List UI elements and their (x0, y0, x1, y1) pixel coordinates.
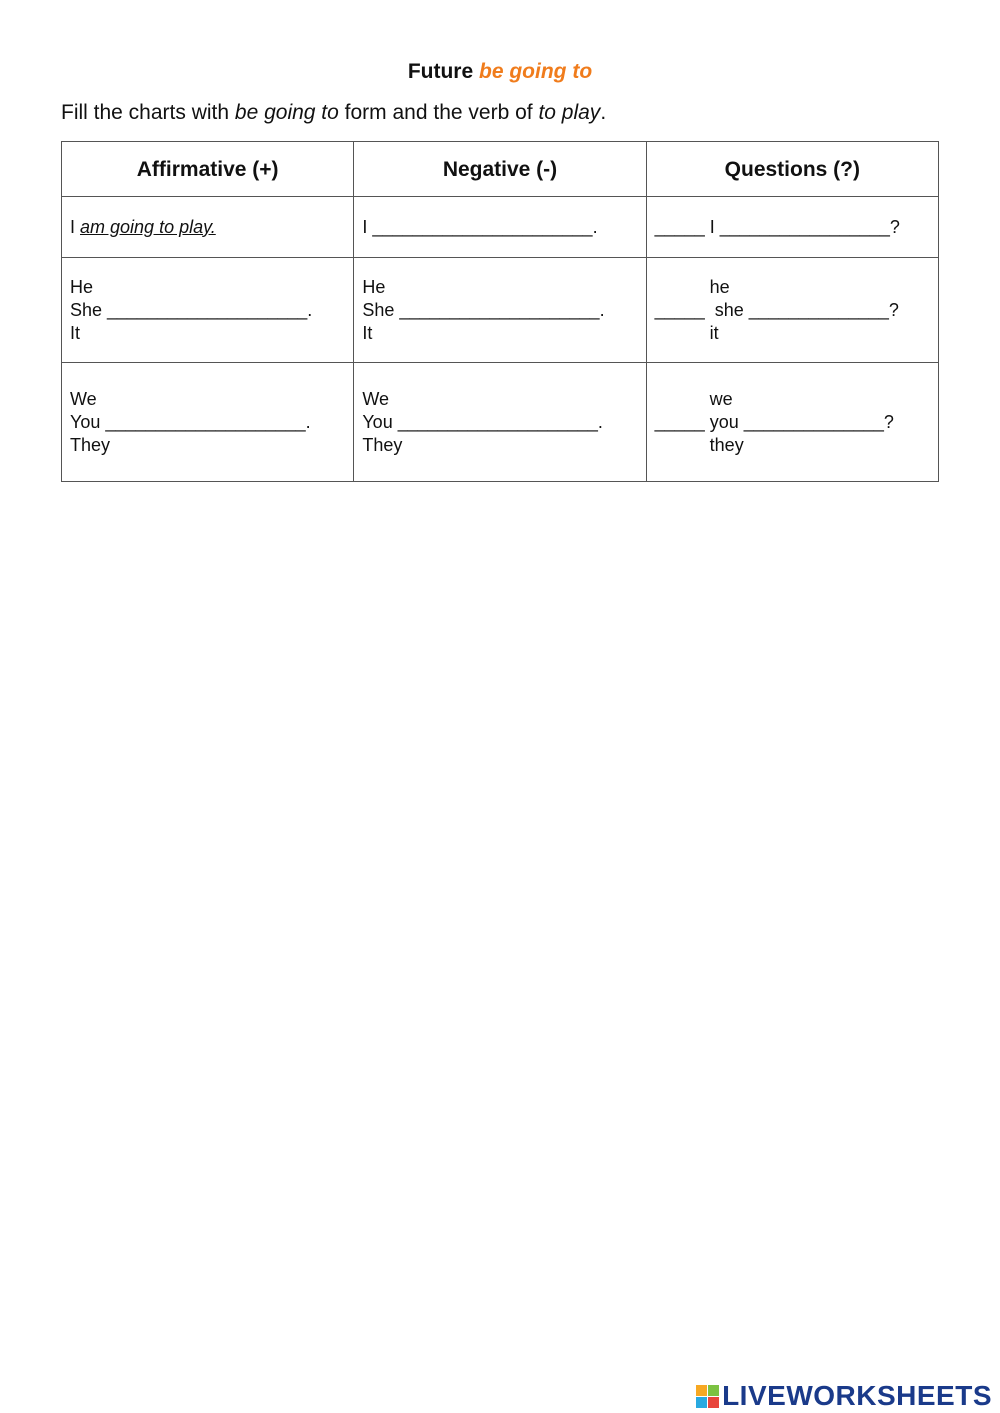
instruction-part: form and the verb of (338, 101, 539, 124)
pronoun: It (70, 322, 81, 343)
cell-affirmative-i (62, 197, 354, 258)
liveworksheets-logo (696, 1381, 992, 1411)
pronoun: it (654, 322, 719, 343)
pronoun: We (70, 388, 97, 409)
instruction-part: . (600, 101, 607, 124)
table-row (62, 258, 939, 363)
blank-line[interactable]: I ______________________. (362, 216, 598, 237)
blank-line[interactable]: You ____________________. (362, 411, 603, 432)
conjugation-table (61, 141, 939, 482)
title-prefix: Future (407, 60, 474, 83)
cell-question-we[interactable] (646, 363, 938, 482)
blank-line[interactable]: _____ she ______________? (654, 299, 899, 320)
pronoun: he (654, 276, 730, 297)
instruction-part: Fill the charts with (61, 101, 235, 124)
blank-line[interactable]: _____ I _________________? (654, 216, 900, 237)
title-accent: be going to (479, 60, 593, 83)
page-title (0, 60, 1000, 84)
pronoun: I (70, 216, 81, 237)
cell-negative-i[interactable] (354, 197, 646, 258)
blank-line[interactable]: You ____________________. (70, 411, 311, 432)
cell-negative-he[interactable] (354, 258, 646, 363)
example-answer: am going to play. (80, 216, 216, 237)
cell-question-i[interactable] (646, 197, 938, 258)
blank-line[interactable]: She ____________________. (362, 299, 605, 320)
cell-affirmative-we[interactable] (62, 363, 354, 482)
table-row (62, 197, 939, 258)
pronoun: He (362, 276, 386, 297)
instruction-text (61, 101, 606, 125)
logo-text: LIVEWORKSHEETS (722, 1380, 992, 1411)
header-affirmative: Affirmative (+) (62, 142, 354, 197)
instruction-italic: be going to (234, 101, 339, 124)
cell-question-he[interactable] (646, 258, 938, 363)
table-row (62, 363, 939, 482)
pronoun: They (362, 434, 403, 455)
pronoun: They (70, 434, 111, 455)
header-negative: Negative (-) (354, 142, 646, 197)
cell-negative-we[interactable] (354, 363, 646, 482)
logo-mark-icon (696, 1385, 719, 1408)
blank-line[interactable]: _____ you ______________? (654, 411, 894, 432)
pronoun: they (654, 434, 744, 455)
instruction-italic: to play (538, 101, 601, 124)
header-questions: Questions (?) (646, 142, 938, 197)
pronoun: It (362, 322, 373, 343)
pronoun: We (362, 388, 390, 409)
pronoun: we (654, 388, 733, 409)
cell-affirmative-he[interactable] (62, 258, 354, 363)
table-header-row (62, 142, 939, 197)
pronoun: He (70, 276, 94, 297)
blank-line[interactable]: She ____________________. (70, 299, 313, 320)
